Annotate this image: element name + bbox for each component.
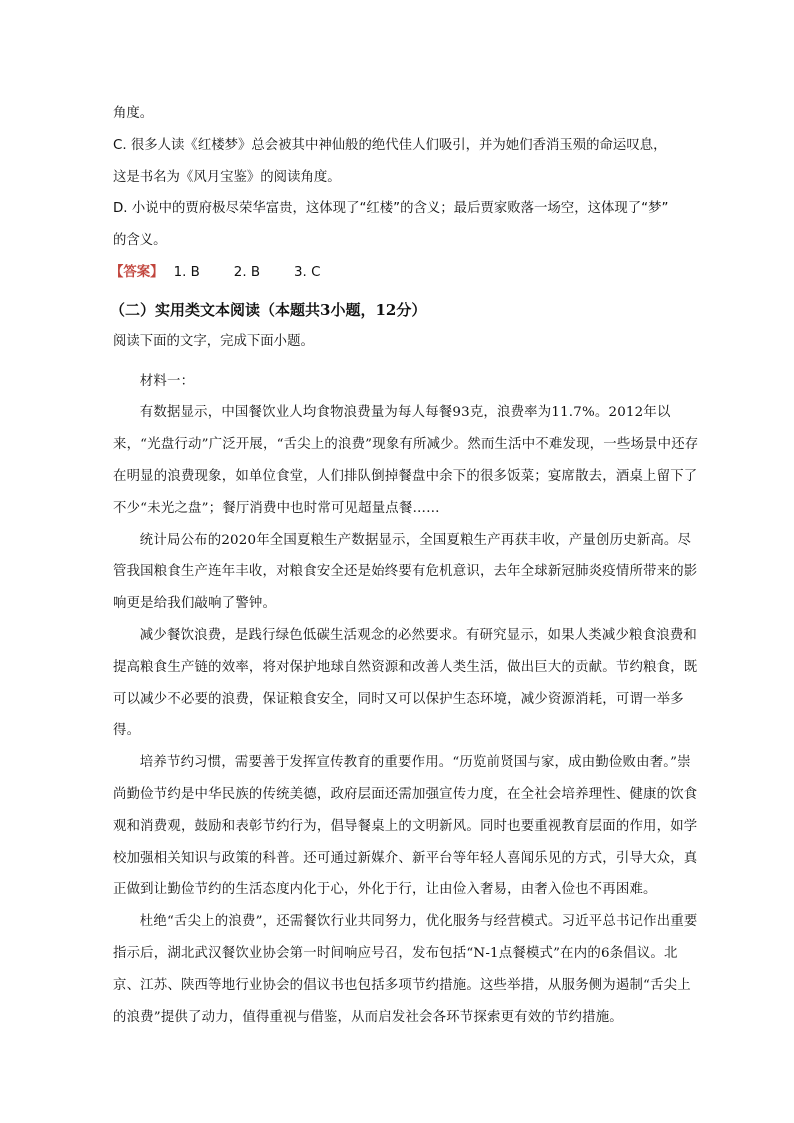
instruction-text: 阅读下面的文字，完成下面小题。 [113,333,314,349]
answer-line [110,257,703,289]
answer-item-3: 3. C [294,264,321,280]
document-content [110,98,703,1033]
answer-item-2: 2. B [233,264,261,280]
paragraph-1: 有数据显示，中国餐饮业人均食物浪费量为每人每餐93克，浪费率为11.7%。2012年以来，“光盘行动”广泛开展，“舌尖上的浪费”现象有所减少。然而生活中不难发现，一些场景中还存在明显的浪费现象，如单位食堂，人们排队倒掉餐盘中余下的很多饭菜；宴席散去，酒桌上留下了不少“未光之盘”；餐厅消费中也时常可见超量点餐…… [113,405,699,516]
section-title: （二）实用类文本阅读（本题共3小题，12分） [110,300,427,319]
text-line-5: 的含义。 [113,233,167,249]
paragraph-4: 培养节约习惯，需要善于发挥宣传教育的重要作用。“历览前贤国与家，成由勤俭败由奢。”崇尚勤俭节约是中华民族的传统美德，政府层面还需加强宣传力度，在全社会培养理性、健康的饮食观和消费观，鼓励和表彰节约行为，倡导餐桌上的文明新风。同时也要重视教育层面的作用，如学校加强相关知识与政策的科普。还可通过新媒介、新平台等年轻人喜闻乐见的方式，引导大众，真正做到让勤俭节约的生活态度内化于心，外化于行，让由俭入奢易，由奢入俭也不再困难。 [113,755,698,898]
text-line-1: 角度。 [113,106,154,121]
text-line-2: C. 很多人读《红楼梦》总会被其中神仙般的绝代佳人们吸引，并为她们香消玉殒的命运叹息， [113,137,667,153]
paragraph-3: 减少餐饮浪费，是践行绿色低碳生活观念的必然要求。有研究显示，如果人类减少粮食浪费和提高粮食生产链的效率，将对保护地球自然资源和改善人类生活，做出巨大的贡献。节约粮食，既可以减少不必要的浪费，保证粮食安全，同时又可以保护生态环境，减少资源消耗，可谓一举多得。 [113,627,698,739]
answer-label: 【答案】 [110,264,164,280]
answer-item-1: 1. B [173,264,200,280]
material-heading: 材料一： [139,373,195,389]
material-body [113,366,703,1034]
paragraph-5: 杜绝“舌尖上的浪费”，还需餐饮行业共同努力，优化服务与经营模式。习近平总书记作出重要指示后，湖北武汉餐饮业协会第一时间响应号召，发布包括“N-1点餐模式”在内的6条倡议。北京、江苏、陕西等地行业协会的倡议书也包括多项节约措施。这些举措，从服务侧为遏制“舌尖上的浪费”提供了动力，值得重视与借鉴，从而启发社会各环节探索更有效的节约措施。 [113,914,698,1025]
text-line-3: 这是书名为《风月宝鉴》的阅读角度。 [113,169,341,185]
paragraph-2: 统计局公布的2020年全国夏粮生产数据显示，全国夏粮生产再获丰收，产量创历史新高。尽管我国粮食生产连年丰收，对粮食安全还是始终要有危机意识，去年全球新冠肺炎疫情所带来的影响更是给我们敲响了警钟。 [113,532,698,612]
text-line-4: D. 小说中的贾府极尽荣华富贵，这体现了“红楼”的含义；最后贾家败落一场空，这体现了“梦” [113,201,669,217]
